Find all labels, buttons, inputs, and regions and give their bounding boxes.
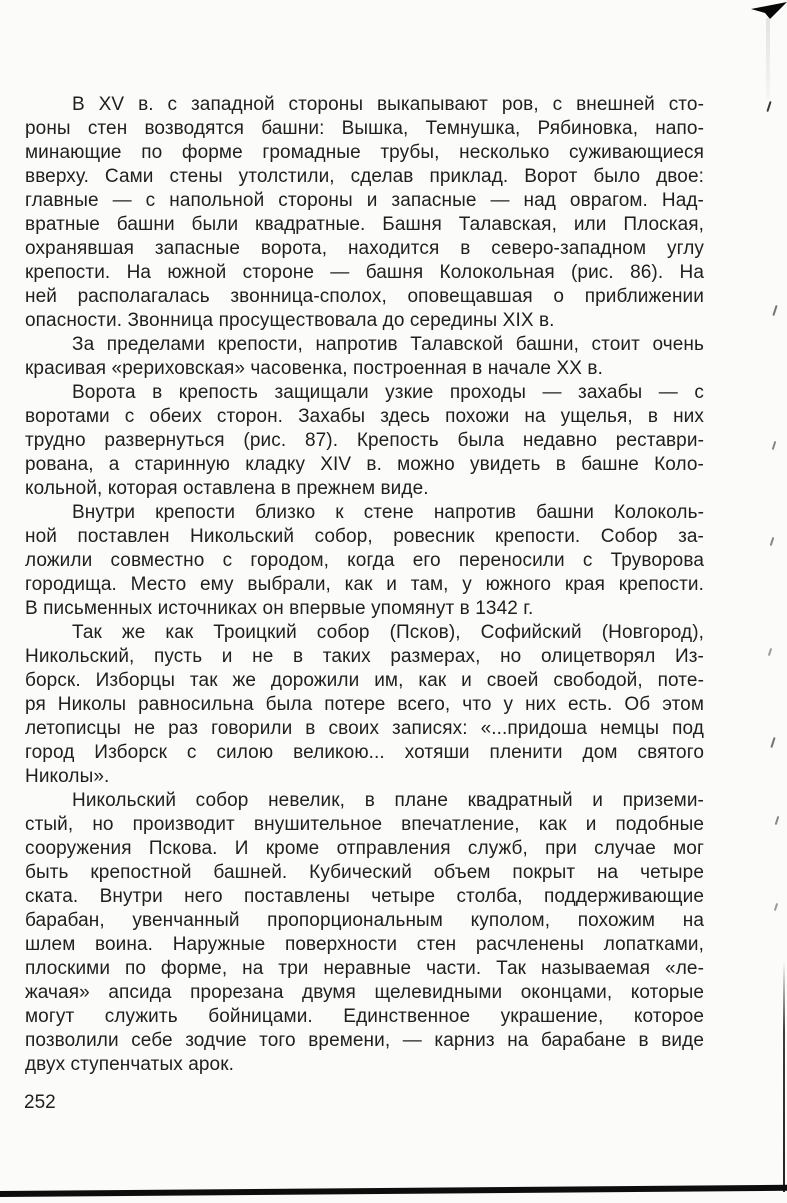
- scan-artifact-tick: [766, 101, 771, 112]
- text-line: Внутри крепости близко к стене напротив башни Колоколь-: [72, 502, 704, 523]
- scan-artifact-tick: [772, 441, 777, 450]
- text-line: В XV в. с западной стороны выкапывают ров, с внешней сто-: [72, 94, 704, 115]
- scan-artifact-smudge: [766, 18, 770, 100]
- page-number: 252: [24, 1092, 56, 1113]
- text-line: вверху. Сами стены утолстили, сделав приклад. Ворот было двое:: [25, 166, 704, 187]
- text-line: стый, но производит внушительное впечатление, как и подобные: [25, 814, 704, 835]
- text-line: рована, а старинную кладку XIV в. можно увидеть в башне Коло-: [25, 454, 704, 475]
- text-line: За пределами крепости, напротив Талавской башни, стоит очень: [72, 334, 704, 355]
- text-line: Так же как Троицкий собор (Псков), Софийский (Новгород),: [72, 622, 704, 643]
- text-line: ной поставлен Никольский собор, ровесник крепости. Собор за-: [25, 526, 704, 547]
- text-line: позволили себе зодчие того времени, — карниз на барабане в виде: [25, 1030, 704, 1051]
- text-line: минающие по форме громадные трубы, несколько суживающиеся: [25, 142, 704, 163]
- text-line: борск. Изборцы так же дорожили им, как и своей свободой, поте-: [25, 670, 704, 691]
- text-line: ската. Внутри него поставлены четыре столба, поддерживающие: [25, 886, 704, 907]
- text-line: Никольский собор невелик, в плане квадратный и приземи-: [72, 790, 704, 811]
- scan-artifact-page-edge-right: [783, 962, 785, 1192]
- scan-artifact-tick: [774, 903, 778, 911]
- text-line: Николы».: [25, 766, 110, 787]
- text-line: кольной, которая оставлена в прежнем виде.: [25, 478, 429, 499]
- text-line: городища. Место ему выбрали, как и там, у южного края крепости.: [25, 574, 704, 595]
- paragraph: [25, 789, 704, 1077]
- scan-artifact-tick: [770, 537, 775, 546]
- text-line: охранявшая запасные ворота, находится в северо-западном углу: [25, 238, 704, 259]
- text-line: В письменных источниках он впервые упомянут в 1342 г.: [25, 598, 534, 619]
- text-line: опасности. Звонница просуществовала до середины XIX в.: [25, 310, 555, 331]
- text-line: вратные башни были квадратные. Башня Талавская, или Плоская,: [25, 214, 704, 235]
- text-line: Ворота в крепость защищали узкие проходы — захабы — с: [72, 382, 704, 403]
- paragraph: [25, 501, 704, 621]
- text-line: главные — с напольной стороны и запасные — над оврагом. Над-: [25, 190, 704, 211]
- text-line: воротами с обеих сторон. Захабы здесь похожи на ущелья, в них: [25, 406, 704, 427]
- text-line: двух ступенчатых арок.: [25, 1054, 234, 1075]
- paragraph: [25, 93, 704, 333]
- scan-artifact-tick: [775, 816, 780, 825]
- text-line: Никольский, пусть и не в таких размерах, но олицетворял Из-: [25, 646, 704, 667]
- scan-artifact-tick: [768, 648, 772, 656]
- text-line: летописцы не раз говорили в своих записях: «...придоша немцы под: [25, 718, 704, 739]
- text-line: город Изборск с силою великою... хотяши пленити дом святого: [25, 742, 704, 763]
- text-line: крепости. На южной стороне — башня Колокольная (рис. 86). На: [25, 262, 704, 283]
- scan-artifact-tick: [770, 737, 775, 748]
- paragraph: [25, 381, 704, 501]
- paragraph: [25, 621, 704, 789]
- text-line: барабан, увенчанный пропорциональным куполом, похожим на: [25, 910, 704, 931]
- scan-artifact-page-edge-bottom: [0, 1185, 787, 1197]
- text-line: плоскими по форме, на три неравные части. Так называемая «ле-: [25, 958, 704, 979]
- text-line: ложили совместно с городом, когда его переносили с Труворова: [25, 550, 704, 571]
- text-line: красивая «рериховская» часовенка, построенная в начале XX в.: [25, 358, 603, 379]
- text-line: трудно развернуться (рис. 87). Крепость была недавно реставри-: [25, 430, 704, 451]
- page-text: [25, 93, 704, 1077]
- text-line: ря Николы равносильна была потере всего, что у них есть. Об этом: [25, 694, 704, 715]
- text-line: могут служить бойницами. Единственное украшение, которое: [25, 1006, 704, 1027]
- text-line: жачая» апсида прорезана двумя щелевидными оконцами, которые: [25, 982, 704, 1003]
- text-line: роны стен возводятся башни: Вышка, Темнушка, Рябиновка, напо-: [25, 118, 704, 139]
- paragraph: [25, 333, 704, 381]
- text-line: быть крепостной башней. Кубический объем покрыт на четыре: [25, 862, 704, 883]
- text-line: ней располагалась звонница-сполох, оповещавшая о приближении: [25, 286, 704, 307]
- text-line: сооружения Пскова. И кроме отправления служб, при случае мог: [25, 838, 704, 859]
- text-line: шлем воина. Наружные поверхности стен расчленены лопатками,: [25, 934, 704, 955]
- scan-artifact-tick: [772, 305, 777, 316]
